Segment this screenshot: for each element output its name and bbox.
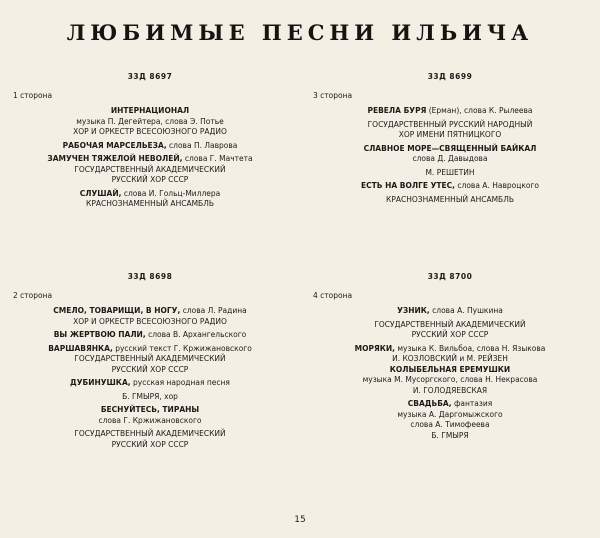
track-line <box>5 416 295 427</box>
track-credit: слова Г. Кржижановского <box>98 415 202 425</box>
track-credit: (Ерман), слова К. Рылеева <box>426 106 533 115</box>
track-credit: слова В. Архангельского <box>145 330 247 339</box>
track-line <box>5 306 295 317</box>
track-credit: слова Л. Радина <box>180 306 247 315</box>
track-credit: И. КОЗЛОВСКИЙ и М. РЕЙЗЕН <box>392 354 508 363</box>
song-title: ЗАМУЧЕН ТЯЖЕЛОЙ НЕВОЛЕЙ, <box>47 154 183 163</box>
track-line <box>5 354 295 365</box>
song-title: СМЕЛО, ТОВАРИЩИ, В НОГУ, <box>53 306 181 315</box>
track-credit: русская народная песня <box>130 378 230 387</box>
track-credit: фантазия <box>451 399 493 408</box>
song-title: ВАРШАВЯНКА, <box>48 343 113 353</box>
track-credit: Б. ГМЫРЯ, хор <box>122 391 178 401</box>
track-credit: ГОСУДАРСТВЕННЫЙ АКАДЕМИЧЕСКИЙ <box>74 164 226 174</box>
track-credit: ХОР И ОРКЕСТР ВСЕСОЮЗНОГО РАДИО <box>73 316 227 326</box>
page-number: 15 <box>294 515 306 525</box>
track-list <box>5 306 295 450</box>
track-line <box>305 306 595 317</box>
track-line <box>5 317 295 328</box>
track-list <box>305 106 595 205</box>
track-line <box>305 410 595 421</box>
track-list <box>305 306 595 441</box>
song-title: УЗНИК, <box>397 306 430 315</box>
song-title: ИНТЕРНАЦИОНАЛ <box>110 106 190 115</box>
song-title: КОЛЫБЕЛЬНАЯ ЕРЕМУШКИ <box>389 364 511 374</box>
track-credit: слова А. Тимофеева <box>410 420 490 429</box>
song-title: ВЫ ЖЕРТВОЮ ПАЛИ, <box>53 330 146 339</box>
catalog-number: 33Д 8700 <box>427 272 473 281</box>
track-line <box>305 386 595 397</box>
track-line <box>5 127 295 138</box>
track-line <box>305 344 595 355</box>
track-line <box>305 354 595 365</box>
catalog-number: 33Д 8699 <box>427 72 473 81</box>
song-title: СЛУШАЙ, <box>79 188 122 198</box>
record-block <box>5 72 295 210</box>
track-credit: ГОСУДАРСТВЕННЫЙ РУССКИЙ НАРОДНЫЙ <box>367 119 533 129</box>
track-line <box>5 189 295 200</box>
track-credit: ХОР ИМЕНИ ПЯТНИЦКОГО <box>398 130 502 139</box>
track-line <box>305 168 595 179</box>
track-credit: русский текст Г. Кржижановского <box>112 343 252 353</box>
track-line <box>305 399 595 410</box>
track-credit: музыка А. Даргомыжского <box>397 409 503 419</box>
track-credit: РУССКИЙ ХОР СССР <box>111 439 189 449</box>
track-line <box>305 330 595 341</box>
track-line <box>305 144 595 155</box>
side-label: 1 сторона <box>13 91 53 100</box>
song-title: РЕВЕЛА БУРЯ <box>367 106 427 115</box>
track-credit: Б. ГМЫРЯ <box>431 430 469 440</box>
track-line <box>305 106 595 117</box>
song-title: ЕСТЬ НА ВОЛГЕ УТЕС, <box>361 181 456 190</box>
track-credit: слова П. Лаврова <box>166 140 238 150</box>
track-credit: М. РЕШЕТИН <box>425 167 475 177</box>
track-credit: И. ГОЛОДЯЕВСКАЯ <box>412 385 488 395</box>
track-credit: слова И. Гольц-Миллера <box>121 188 221 198</box>
page-title: ЛЮБИМЫЕ ПЕСНИ ИЛЬИЧА <box>66 20 534 45</box>
track-line <box>5 175 295 186</box>
track-line <box>305 420 595 431</box>
side-label: 2 сторона <box>13 291 53 300</box>
track-line <box>5 378 295 389</box>
track-credit: ГОСУДАРСТВЕННЫЙ АКАДЕМИЧЕСКИЙ <box>74 354 226 363</box>
track-line <box>5 330 295 341</box>
track-line <box>305 320 595 331</box>
record-block <box>5 272 295 450</box>
track-credit: ГОСУДАРСТВЕННЫЙ АКАДЕМИЧЕСКИЙ <box>374 319 526 329</box>
track-credit: музыка П. Дегейтера, слова Э. Потье <box>76 116 224 126</box>
song-title: МОРЯКИ, <box>354 343 395 353</box>
track-line <box>5 440 295 451</box>
track-line <box>5 106 295 117</box>
track-line <box>5 165 295 176</box>
track-line <box>5 344 295 355</box>
track-line <box>305 154 595 165</box>
side-label: 4 сторона <box>313 291 353 300</box>
track-line <box>5 392 295 403</box>
song-title: СЛАВНОЕ МОРЕ—СВЯЩЕННЫЙ БАЙКАЛ <box>363 143 537 153</box>
side-label: 3 сторона <box>313 91 353 100</box>
song-title: РАБОЧАЯ МАРСЕЛЬЕЗА, <box>62 140 167 150</box>
catalog-number: 33Д 8697 <box>127 72 173 81</box>
track-line <box>305 195 595 206</box>
track-line <box>5 405 295 416</box>
track-credit: слова Г. Мачтета <box>182 154 253 163</box>
track-line <box>5 141 295 152</box>
record-block <box>305 72 595 205</box>
record-block <box>305 272 595 441</box>
track-line <box>305 120 595 131</box>
track-line <box>305 130 595 141</box>
catalog-number: 33Д 8698 <box>127 272 173 281</box>
track-credit: КРАСНОЗНАМЕННЫЙ АНСАМБЛЬ <box>386 194 514 204</box>
track-line <box>5 199 295 210</box>
track-line <box>5 429 295 440</box>
track-credit: слова А. Пушкина <box>429 306 503 315</box>
song-title: ДУБИНУШКА, <box>70 378 131 387</box>
track-credit: РУССКИЙ ХОР СССР <box>111 175 189 184</box>
track-credit: слова Д. Давыдова <box>412 154 488 163</box>
track-line <box>305 431 595 442</box>
track-credit: музыка К. Вильбоа, слова Н. Языкова <box>395 343 546 353</box>
track-line <box>305 181 595 192</box>
track-credit: ГОСУДАРСТВЕННЫЙ АКАДЕМИЧЕСКИЙ <box>74 429 226 438</box>
track-credit: РУССКИЙ ХОР СССР <box>111 364 189 374</box>
track-list <box>5 106 295 210</box>
track-credit: музыка М. Мусоргского, слова Н. Некрасова <box>362 375 538 384</box>
track-line <box>305 365 595 376</box>
track-credit: слова А. Навроцкого <box>455 181 539 190</box>
track-line <box>5 117 295 128</box>
track-line <box>5 154 295 165</box>
track-line <box>5 365 295 376</box>
track-credit: КРАСНОЗНАМЕННЫЙ АНСАМБЛЬ <box>86 199 214 208</box>
song-title: СВАДЬБА, <box>407 399 452 408</box>
track-line <box>305 375 595 386</box>
song-title: БЕСНУЙТЕСЬ, ТИРАНЫ <box>100 405 200 414</box>
track-credit: ХОР И ОРКЕСТР ВСЕСОЮЗНОГО РАДИО <box>73 127 227 136</box>
track-credit: РУССКИЙ ХОР СССР <box>411 330 489 339</box>
